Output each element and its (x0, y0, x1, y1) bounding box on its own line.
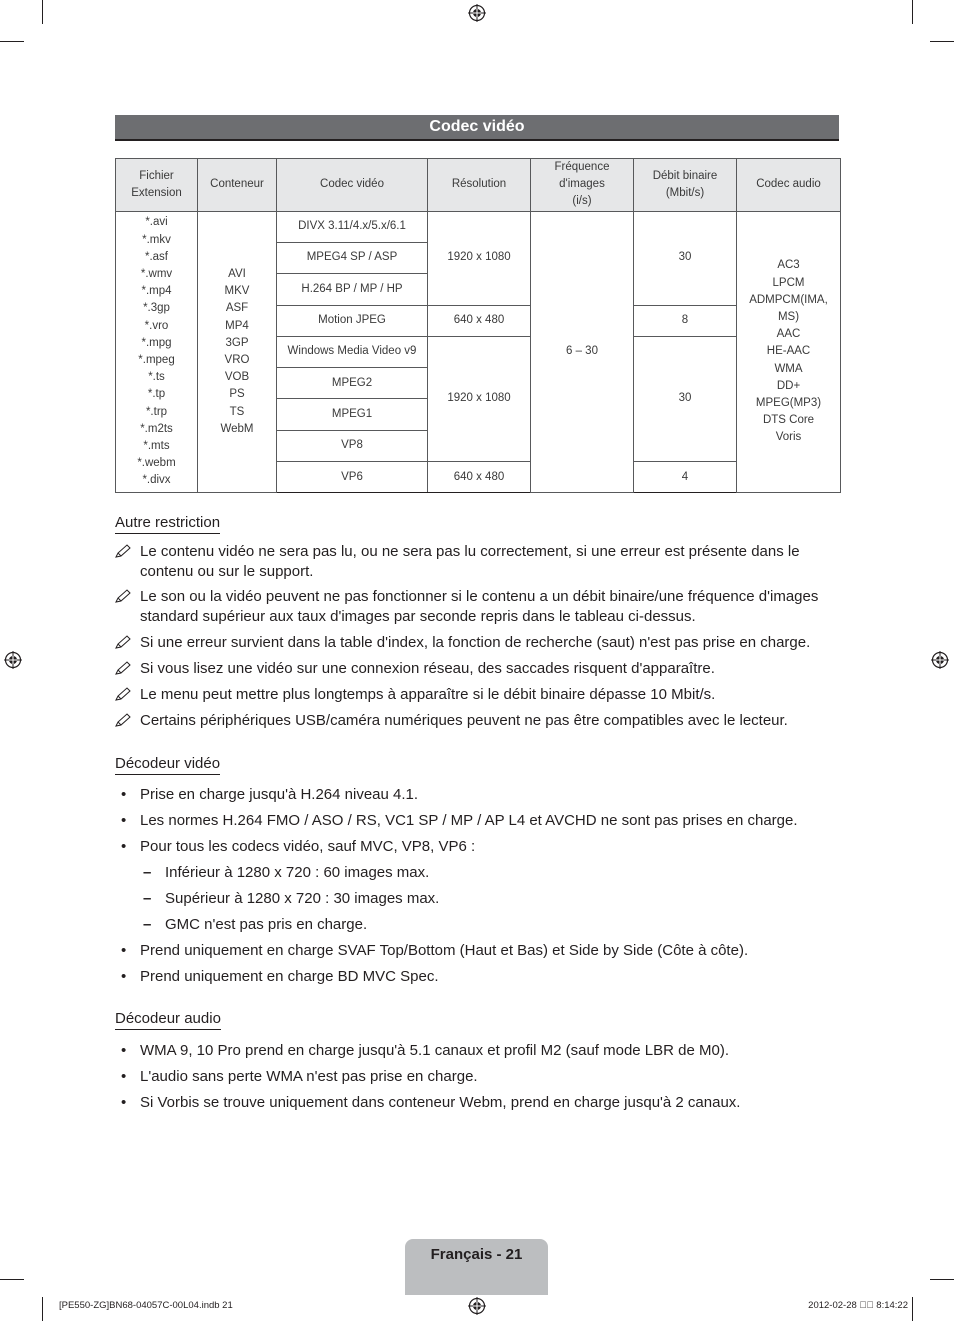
container-item: VOB (224, 371, 250, 384)
note-text: Certains périphériques USB/caméra numériques peuvent ne pas être compatibles avec le lecteur. (140, 712, 788, 729)
audio-codec-item: Voris (775, 431, 802, 444)
container-item: PS (229, 388, 245, 401)
audio-codec-item: MPEG(MP3) (755, 396, 822, 409)
container-item: 3GP (225, 336, 249, 349)
container-item: MKV (224, 285, 250, 298)
bullet-icon: • (121, 968, 127, 985)
header-audio-codec: Codec audio (737, 159, 841, 212)
codec-table (115, 158, 841, 493)
note-pencil-icon (115, 635, 132, 650)
resolution-cell: 640 x 480 (428, 305, 531, 336)
extension-item: *.mts (143, 439, 170, 452)
container-item: MP4 (225, 319, 249, 332)
audio-codec-item: DTS Core (762, 414, 815, 427)
list-item (115, 811, 840, 831)
audio-codec-item: WMA (774, 362, 803, 375)
note-pencil-icon (115, 589, 132, 604)
note-item (115, 587, 840, 626)
crop-mark (42, 0, 43, 24)
audio-codec-item: ADMPCM(IMA, MS) (749, 293, 828, 323)
restriction-notes (115, 542, 840, 731)
header-bitrate (634, 159, 737, 212)
extension-item: *.mp4 (141, 285, 172, 298)
codec-cell: Windows Media Video v9 (277, 336, 428, 367)
header-framerate-text: Fréquence d'images (i/s) (554, 161, 610, 208)
bullet-icon: • (121, 1094, 127, 1111)
note-text: Le son ou la vidéo peuvent ne pas fonctionner si le contenu a un débit binaire/une fréquence d'images standard supérieur aux taux d'images par seconde repris dans le tableau ci-dessus. (140, 588, 819, 625)
note-text: Si une erreur survient dans la table d'index, la fonction de recherche (saut) n'est pas prise en charge. (140, 634, 811, 651)
table-header-row (116, 159, 841, 212)
codec-cell: Motion JPEG (277, 305, 428, 336)
file-info: [PE550-ZG]BN68-04057C-00L04.indb 21 (59, 1300, 233, 1311)
audio-codec-item: HE-AAC (766, 345, 811, 358)
note-item (115, 542, 840, 581)
note-pencil-icon (115, 544, 132, 559)
bitrate-cell: 4 (634, 461, 737, 492)
extension-item: *.3gp (143, 302, 170, 315)
note-item (115, 633, 840, 653)
registration-mark-icon (468, 1297, 486, 1315)
list-item (115, 967, 840, 987)
crop-mark (930, 41, 954, 42)
registration-mark-icon (468, 4, 486, 22)
header-extension (116, 159, 198, 212)
audio-codec-item: AC3 (777, 259, 800, 272)
list-item (115, 785, 840, 805)
resolution-cell: 640 x 480 (428, 461, 531, 492)
dash-icon: – (143, 864, 152, 881)
header-framerate (531, 159, 634, 212)
list-item-text: Pour tous les codecs vidéo, sauf MVC, VP8, VP6 : (140, 838, 476, 855)
registration-mark-icon (4, 651, 22, 669)
list-item-text: Prend uniquement en charge BD MVC Spec. (140, 968, 439, 985)
container-item: WebM (220, 422, 254, 435)
codec-cell: MPEG1 (277, 399, 428, 430)
page-number-tab: Français - 21 (405, 1239, 548, 1295)
note-item (115, 659, 840, 679)
codec-cell: VP8 (277, 430, 428, 461)
extension-item: *.asf (144, 250, 168, 263)
extension-item: *.mkv (142, 233, 171, 246)
list-item-text: Si Vorbis se trouve uniquement dans conteneur Webm, prend en charge jusqu'à 2 canaux. (140, 1094, 741, 1111)
note-item (115, 685, 840, 705)
print-date: 2012-02-28 ￿￿ 8:14:22 (808, 1300, 908, 1311)
extension-item: *.wmv (140, 267, 173, 280)
extension-item: *.avi (145, 216, 168, 229)
resolution-cell: 1920 x 1080 (428, 211, 531, 305)
list-item-text: Prise en charge jusqu'à H.264 niveau 4.1. (140, 786, 419, 803)
header-video-codec: Codec vidéo (277, 159, 428, 212)
resolution-cell: 1920 x 1080 (428, 336, 531, 461)
extension-item: *.trp (145, 405, 168, 418)
extension-item: *.ts (148, 371, 165, 384)
sub-list-item-text: Supérieur à 1280 x 720 : 30 images max. (165, 890, 440, 907)
bullet-icon: • (121, 942, 127, 959)
list-item (115, 1093, 840, 1113)
bitrate-cell: 30 (634, 211, 737, 305)
list-item (115, 837, 840, 857)
audio-codec-item: DD+ (776, 379, 801, 392)
note-text: Le menu peut mettre plus longtemps à apparaître si le débit binaire dépasse 10 Mbit/s. (140, 686, 716, 703)
extension-item: *.mpg (141, 336, 172, 349)
sub-list-item (115, 863, 840, 883)
sub-list-item-text: Inférieur à 1280 x 720 : 60 images max. (165, 864, 430, 881)
header-extension-text: Fichier Extension (131, 169, 182, 199)
note-pencil-icon (115, 661, 132, 676)
bullet-icon: • (121, 1068, 127, 1085)
extension-item: *.mpeg (138, 353, 175, 366)
list-item-text: Prend uniquement en charge SVAF Top/Bottom (Haut et Bas) et Side by Side (Côte à côte). (140, 942, 749, 959)
container-item: ASF (225, 302, 249, 315)
codec-cell: VP6 (277, 461, 428, 492)
bullet-icon: • (121, 1042, 127, 1059)
audio-codec-item: LPCM (772, 276, 805, 289)
crop-mark (42, 1297, 43, 1321)
bitrate-cell: 8 (634, 305, 737, 336)
sub-list-item-text: GMC n'est pas pris en charge. (165, 916, 368, 933)
note-pencil-icon (115, 687, 132, 702)
note-pencil-icon (115, 713, 132, 728)
list-item-text: L'audio sans perte WMA n'est pas prise en charge. (140, 1068, 478, 1085)
list-item-text: Les normes H.264 FMO / ASO / RS, VC1 SP / MP / AP L4 et AVCHD ne sont pas prises en charge. (140, 812, 798, 829)
section-title: Codec vidéo (115, 115, 839, 139)
sub-list-item (115, 915, 840, 935)
audio-decoder-heading: Décodeur audio (115, 1010, 221, 1030)
dash-icon: – (143, 890, 152, 907)
video-decoder-list (115, 785, 840, 987)
section-divider (115, 139, 839, 141)
audio-codec-item: AAC (776, 328, 801, 341)
audio-decoder-list (115, 1041, 840, 1113)
note-item (115, 711, 840, 731)
sub-list-item (115, 889, 840, 909)
list-item (115, 941, 840, 961)
codec-cell: MPEG2 (277, 368, 428, 399)
container-item: VRO (224, 353, 250, 366)
crop-mark (912, 1297, 913, 1321)
codec-cell: H.264 BP / MP / HP (277, 274, 428, 305)
bullet-icon: • (121, 838, 127, 855)
crop-mark (0, 41, 24, 42)
extension-item: *.webm (137, 457, 176, 470)
containers-cell (198, 211, 277, 493)
extensions-cell (116, 211, 198, 493)
extension-item: *.divx (142, 474, 171, 487)
note-text: Le contenu vidéo ne sera pas lu, ou ne sera pas lu correctement, si une erreur est présente dans le contenu ou sur le support. (140, 543, 800, 580)
bullet-icon: • (121, 812, 127, 829)
header-bitrate-text: Débit binaire (Mbit/s) (652, 169, 718, 199)
header-resolution: Résolution (428, 159, 531, 212)
table-row (116, 211, 841, 242)
crop-mark (912, 0, 913, 24)
framerate-cell: 6 – 30 (531, 211, 634, 493)
header-container: Conteneur (198, 159, 277, 212)
codec-cell: DIVX 3.11/4.x/5.x/6.1 (277, 211, 428, 242)
restriction-heading: Autre restriction (115, 514, 220, 534)
codec-cell: MPEG4 SP / ASP (277, 242, 428, 273)
note-text: Si vous lisez une vidéo sur une connexion réseau, des saccades risquent d'apparaître. (140, 660, 715, 677)
extension-item: *.tp (147, 388, 166, 401)
registration-mark-icon (931, 651, 949, 669)
list-item-text: WMA 9, 10 Pro prend en charge jusqu'à 5.1 canaux et profil M2 (sauf mode LBR de M0). (140, 1042, 730, 1059)
video-decoder-heading: Décodeur vidéo (115, 755, 220, 775)
crop-mark (0, 1279, 24, 1280)
crop-mark (930, 1279, 954, 1280)
extension-item: *.vro (144, 319, 169, 332)
extension-item: *.m2ts (140, 422, 173, 435)
container-item: TS (229, 405, 245, 418)
bitrate-cell: 30 (634, 336, 737, 461)
dash-icon: – (143, 916, 152, 933)
list-item (115, 1067, 840, 1087)
bullet-icon: • (121, 786, 127, 803)
container-item: AVI (228, 267, 246, 280)
list-item (115, 1041, 840, 1061)
audio-codecs-cell (737, 211, 841, 493)
